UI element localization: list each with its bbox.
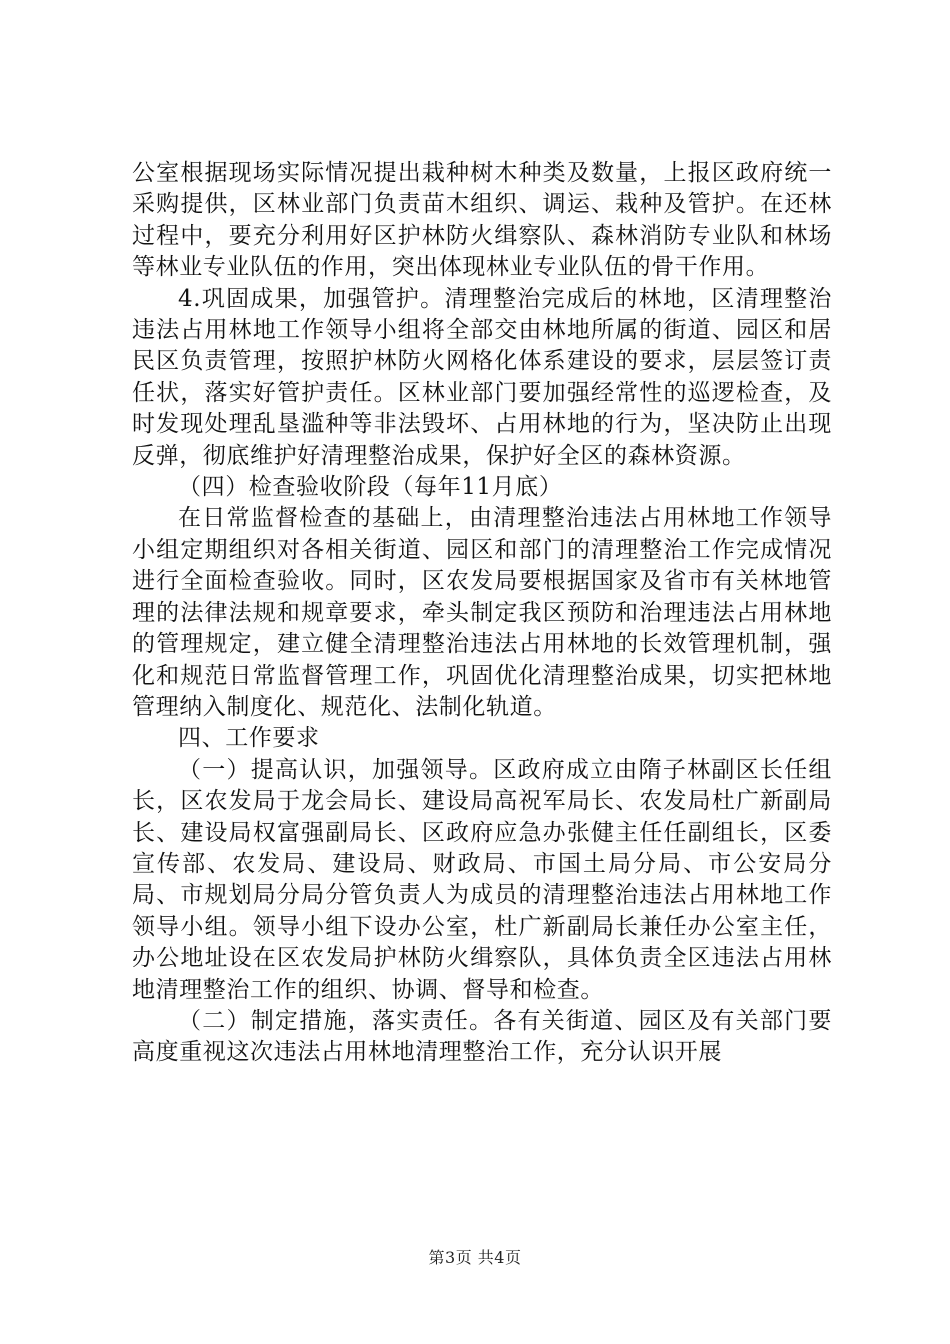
page-footer: 第3页 共4页	[428, 1248, 522, 1267]
paragraph-4: 四、工作要求	[178, 725, 320, 752]
paragraph-1: 4.巩固成果，加强管护。清理整治完成后的林地，区清理整治违法占用林地工作领导小组将全部交由林地所属的街道、园区和居民区负责管理，按照护林防火网格化体系建设的要求，层层签订责任状，落实好管护责任。区林业部门要加强经常性的巡逻检查，及时发现处理乱垦滥种等非法毁坏、占用林地的行为，坚决防止出现反弹，彻底维护好清理整治成果，保护好全区的森林资源。	[132, 285, 832, 469]
paragraph-6: （二）制定措施，落实责任。各有关街道、园区及有关部门要高度重视这次违法占用林地清理整治工作，充分认识开展	[132, 1007, 832, 1066]
paragraph-0: 公室根据现场实际情况提出栽种树木种类及数量，上报区政府统一采购提供，区林业部门负责苗木组织、调运、栽种及管护。在还林过程中，要充分利用好区护林防火缉察队、森林消防专业队和林场等林业专业队伍的作用，突出体现林业专业队伍的骨干作用。	[132, 160, 832, 281]
paragraph-5: （一）提高认识，加强领导。区政府成立由隋子林副区长任组长，区农发局于龙会局长、建设局高祝军局长、农发局杜广新副局长、建设局权富强副局长、区政府应急办张健主任任副组长，区委宣传部、农发局、建设局、财政局、市国土局分局、市公安局分局、市规划局分局分管负责人为成员的清理整治违法占用林地工作领导小组。领导小组下设办公室，杜广新副局长兼任办公室主任，办公地址设在区农发局护林防火缉察队，具体负责全区违法占用林地清理整治工作的组织、协调、督导和检查。	[132, 756, 832, 1003]
paragraph-2: （四）检查验收阶段（每年11月底）	[178, 474, 563, 501]
paragraph-3: 在日常监督检查的基础上，由清理整治违法占用林地工作领导小组定期组织对各相关街道、园区和部门的清理整治工作完成情况进行全面检查验收。同时，区农发局要根据国家及省市有关林地管理的法律法规和规章要求，牵头制定我区预防和治理违法占用林地的管理规定，建立健全清理整治违法占用林地的长效管理机制，强化和规范日常监督管理工作，巩固优化清理整治成果，切实把林地管理纳入制度化、规范化、法制化轨道。	[132, 505, 832, 720]
document-body	[132, 158, 832, 1069]
